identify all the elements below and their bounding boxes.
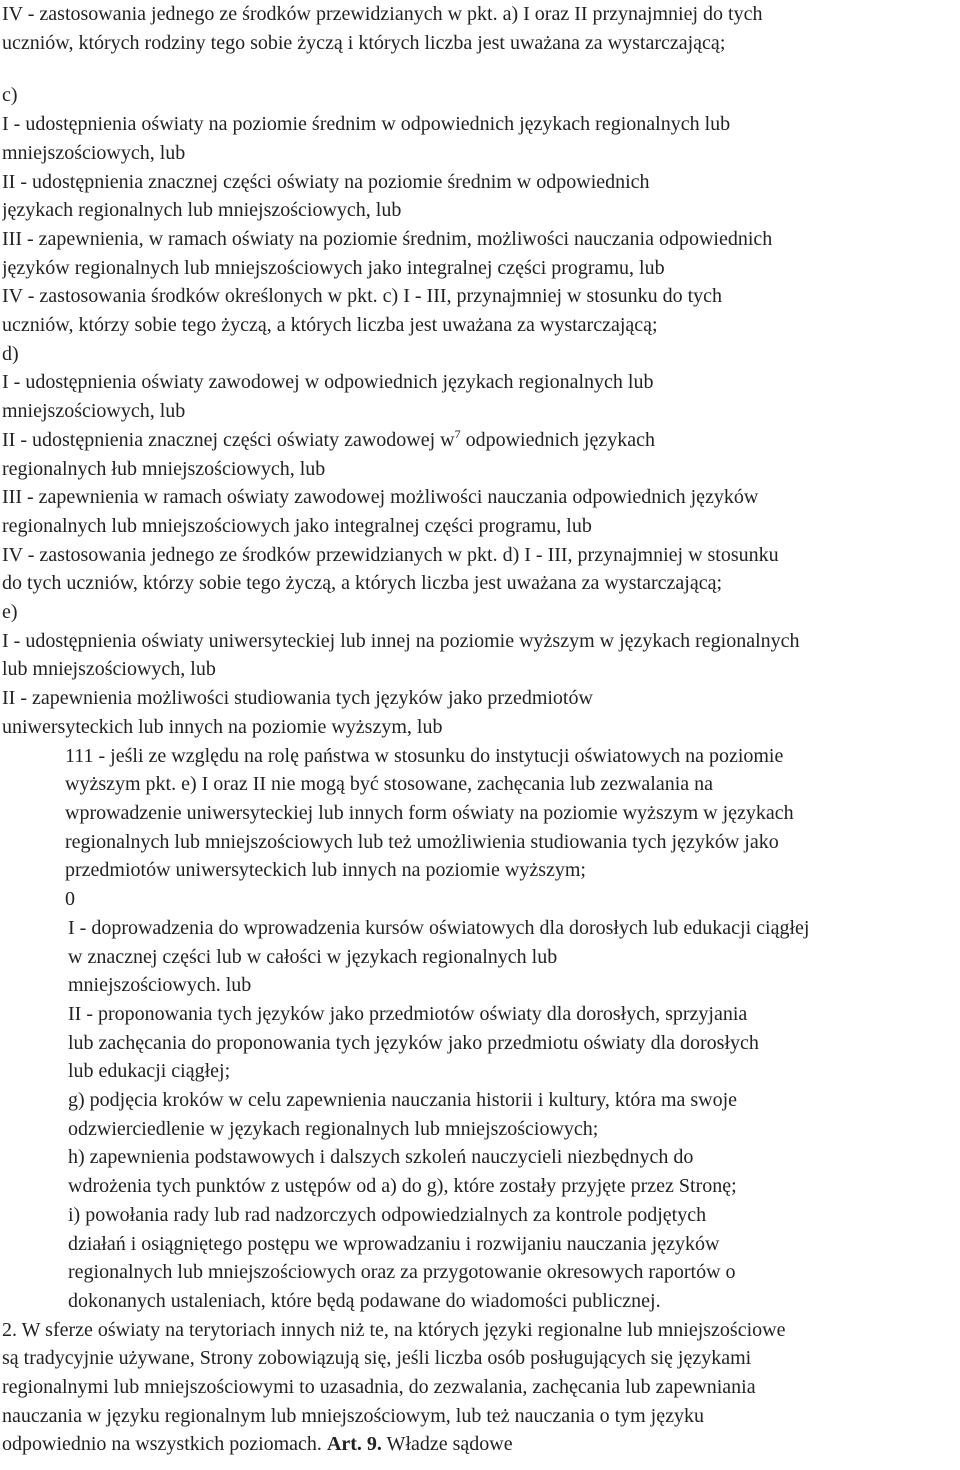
text-line: I - udostępnienia oświaty na poziomie średnim w odpowiednich językach regionalnych lub [2, 113, 731, 136]
text-line: g) podjęcia kroków w celu zapewnienia nauczania historii i kultury, która ma swoje [68, 1089, 738, 1112]
text-line: regionalnymi lub mniejszościowymi to uzasadnia, do zezwalania, zachęcania lub zapewniania [2, 1376, 756, 1399]
text-line: uniwersyteckich lub innych na poziomie wyższym, lub [2, 715, 443, 738]
text-fragment: odpowiednio na wszystkich poziomach. [2, 1433, 327, 1456]
text-line: I - udostępnienia oświaty uniwersyteckiej lub innej na poziomie wyższym w językach regionalnych [2, 629, 800, 652]
text-line: I - udostępnienia oświaty zawodowej w odpowiednich językach regionalnych lub [2, 371, 654, 394]
section-label-e: e) [2, 601, 18, 624]
text-line: regionalnych lub mniejszościowych jako integralnej części programu, lub [2, 514, 592, 537]
text-line: regionalnych łub mniejszościowych, lub [2, 457, 326, 480]
text-line: są tradycyjnie używane, Strony zobowiązują się, jeśli liczba osób posługujących się językami [2, 1347, 752, 1370]
text-line: 111 - jeśli ze względu na rolę państwa w stosunku do instytucji oświatowych na poziomie [65, 744, 784, 767]
text-line: mniejszościowych, lub [2, 141, 186, 164]
text-line: odzwierciedlenie w językach regionalnych lub mniejszościowych; [68, 1117, 599, 1140]
text-line: lub mniejszościowych, lub [2, 658, 216, 681]
text-line: językach regionalnych lub mniejszościowych, lub [2, 199, 402, 222]
text-line: uczniów, których rodziny tego sobie życzą i których liczba jest uważana za wystarczającą; [2, 31, 726, 54]
text-line: wprowadzenie uniwersyteckiej lub innych form oświaty na poziomie wyższym w językach [65, 801, 794, 824]
footnote-marker: 7 [454, 426, 461, 441]
text-line: uczniów, którzy sobie tego życzą, a których liczba jest uważana za wystarczającą; [2, 314, 658, 337]
text-line: lub zachęcania do proponowania tych języków jako przedmiotu oświaty dla dorosłych [68, 1031, 759, 1054]
text-fragment: Władze sądowe [381, 1433, 513, 1456]
text-line: IV - zastosowania środków określonych w pkt. c) I - III, przynajmniej w stosunku do tych [2, 285, 723, 308]
text-line [2, 426, 958, 455]
text-fragment: II - udostępnienia znacznej części oświaty zawodowej w [2, 428, 455, 451]
text-line: III - zapewnienia w ramach oświaty zawodowej możliwości nauczania odpowiednich języków [2, 486, 759, 509]
text-line: w znacznej części lub w całości w językach regionalnych lub [68, 945, 558, 968]
text-line: wyższym pkt. e) I oraz II nie mogą być stosowane, zachęcania lub zezwalania na [65, 773, 714, 796]
section-label-f: 0 [65, 888, 75, 911]
section-label-c: c) [2, 84, 18, 107]
text-line: języków regionalnych lub mniejszościowych jako integralnej części programu, lub [2, 256, 665, 279]
text-line [2, 1430, 958, 1459]
text-line: do tych uczniów, którzy sobie tego życzą, a których liczba jest uważana za wystarczającą; [2, 572, 723, 595]
text-line: IV - zastosowania jednego ze środków przewidzianych w pkt. a) I oraz II przynajmniej do tych [2, 3, 763, 25]
text-line: dokonanych ustaleniach, które będą podawane do wiadomości publicznej. [68, 1289, 661, 1312]
text-line: 2. W sferze oświaty na terytoriach innych niż te, na których języki regionalne lub mniejszościowe [2, 1318, 786, 1341]
text-line: III - zapewnienia, w ramach oświaty na poziomie średnim, możliwości nauczania odpowiednich [2, 227, 773, 250]
text-line: nauczania w języku regionalnym lub mniejszościowym, lub też nauczania o tym języku [2, 1404, 704, 1427]
text-line: II - zapewnienia możliwości studiowania tych języków jako przedmiotów [2, 687, 593, 710]
text-line: działań i osiągniętego postępu we wprowadzaniu i rozwijaniu nauczania języków [68, 1232, 720, 1255]
text-line: lub edukacji ciągłej; [68, 1060, 231, 1083]
text-line: mniejszościowych. lub [68, 974, 252, 997]
text-line: regionalnych lub mniejszościowych oraz za przygotowanie okresowych raportów o [68, 1261, 736, 1284]
text-line: II - proponowania tych języków jako przedmiotów oświaty dla dorosłych, sprzyjania [68, 1002, 748, 1025]
text-line: przedmiotów uniwersyteckich lub innych na poziomie wyższym; [65, 859, 586, 882]
text-line: II - udostępnienia znacznej części oświaty na poziomie średnim w odpowiednich [2, 170, 650, 193]
text-line: mniejszościowych, lub [2, 400, 186, 423]
article-heading: Art. 9. [326, 1433, 382, 1456]
text-line: h) zapewnienia podstawowych i dalszych szkoleń nauczycieli niezbędnych do [68, 1146, 694, 1169]
text-line: wdrożenia tych punktów z ustępów od a) do g), które zostały przyjęte przez Stronę; [68, 1175, 737, 1198]
text-fragment: odpowiednich językach [460, 428, 655, 451]
text-line: IV - zastosowania jednego ze środków przewidzianych w pkt. d) I - III, przynajmniej w stosunku [2, 543, 779, 566]
section-label-d: d) [2, 342, 19, 365]
text-line: I - doprowadzenia do wprowadzenia kursów oświatowych dla dorosłych lub edukacji ciągłej [68, 916, 810, 939]
text-line: regionalnych lub mniejszościowych lub też umożliwienia studiowania tych języków jako [65, 830, 779, 853]
text-line: i) powołania rady lub rad nadzorczych odpowiedzialnych za kontrole podjętych [68, 1203, 707, 1226]
